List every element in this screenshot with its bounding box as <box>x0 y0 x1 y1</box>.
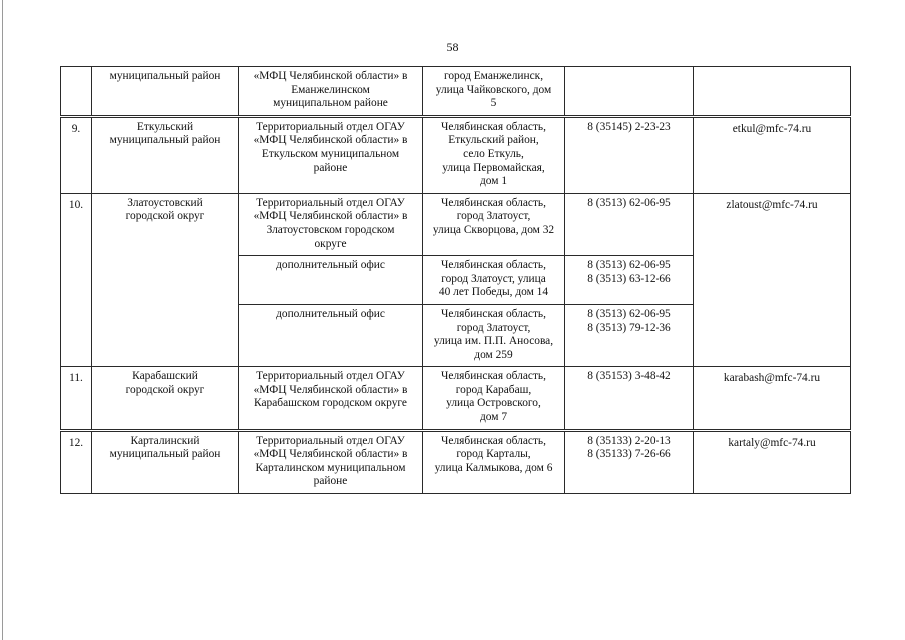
email-address: zlatoust@mfc-74.ru <box>694 193 851 367</box>
district-name <box>92 430 239 493</box>
office-address-line: город Златоуст, <box>456 210 531 223</box>
office-name-line: Еткульском муниципальном <box>261 147 400 160</box>
office-name-line: Территориальный отдел ОГАУ <box>256 196 405 209</box>
office-phones-line: 8 (35133) 2-20-13 <box>587 434 671 447</box>
office-address <box>423 367 565 430</box>
office-phones <box>565 116 694 193</box>
office-name-line: дополнительный офис <box>276 307 385 320</box>
office-name-line: дополнительный офис <box>276 259 385 272</box>
office-name <box>239 116 423 193</box>
office-address <box>423 116 565 193</box>
email-address: karabash@mfc-74.ru <box>694 367 851 430</box>
office-phones-line: 8 (3513) 62-06-95 <box>587 259 671 272</box>
office-address-line: улица Калмыкова, дом 6 <box>434 461 553 474</box>
office-address-line: Челябинская область, <box>441 307 546 320</box>
office-name-line: Территориальный отдел ОГАУ <box>256 120 405 133</box>
office-address-line: дом 1 <box>479 175 508 188</box>
office-name <box>239 193 423 255</box>
table-row <box>61 67 851 117</box>
office-name-line: Территориальный отдел ОГАУ <box>256 370 405 383</box>
office-address <box>423 193 565 255</box>
district-name-line: Еткульский <box>136 120 194 133</box>
office-phones-line: 8 (35145) 2-23-23 <box>587 120 671 133</box>
office-phones-line: 8 (35133) 7-26-66 <box>587 448 671 461</box>
district-name-line: Карталинский <box>130 434 200 447</box>
office-address-line: город Карабаш, <box>455 383 532 396</box>
office-name-line: Еманжелинском <box>291 83 370 96</box>
office-name-line: «МФЦ Челябинской области» в <box>253 448 408 461</box>
district-name-line: Карабашский <box>132 370 198 383</box>
district-name <box>92 116 239 193</box>
office-name <box>239 304 423 366</box>
district-name-line: муниципальный район <box>109 134 221 147</box>
office-phones <box>565 67 694 117</box>
page-number: 58 <box>446 40 459 54</box>
office-address-line: дом 259 <box>474 348 513 361</box>
email-address: kartaly@mfc-74.ru <box>694 430 851 493</box>
office-phones <box>565 304 694 366</box>
table-row <box>61 430 851 493</box>
row-number: 11. <box>61 367 92 430</box>
row-number: 9. <box>61 116 92 193</box>
office-address-line: Челябинская область, <box>441 434 546 447</box>
table-body <box>61 67 851 494</box>
office-address-line: Челябинская область, <box>441 370 546 383</box>
district-name <box>92 367 239 430</box>
office-address-line: 5 <box>490 97 497 110</box>
office-name-line: районе <box>313 161 348 174</box>
district-name-line: муниципальный район <box>109 70 221 82</box>
table-row <box>61 193 851 255</box>
office-address-line: дом 7 <box>479 411 508 424</box>
office-name-line: Златоустовском городском <box>266 223 395 236</box>
office-name-line: муниципальном районе <box>273 97 388 110</box>
mfc-offices-table <box>60 66 851 494</box>
office-phones-line: 8 (35153) 3-48-42 <box>587 370 671 383</box>
office-address-line: город Еманжелинск, <box>443 70 544 82</box>
office-address-line: Челябинская область, <box>441 120 546 133</box>
office-address <box>423 430 565 493</box>
office-address-line: город Златоуст, <box>456 321 531 334</box>
page-left-edge <box>2 0 3 640</box>
office-address-line: Челябинская область, <box>441 196 546 209</box>
office-name-line: Территориальный отдел ОГАУ <box>256 434 405 447</box>
office-name-line: «МФЦ Челябинской области» в <box>253 210 408 223</box>
office-phones <box>565 256 694 305</box>
table-row <box>61 116 851 193</box>
office-phones-line: 8 (3513) 63-12-66 <box>587 272 671 285</box>
email-address <box>694 67 851 117</box>
district-name <box>92 67 239 117</box>
office-address-line: улица Первомайская, <box>442 161 545 174</box>
district-name-line: городской округ <box>125 383 205 396</box>
office-phones-line: 8 (3513) 62-06-95 <box>587 196 671 209</box>
district-name-line: муниципальный район <box>109 448 221 461</box>
office-phones <box>565 367 694 430</box>
office-name-line: «МФЦ Челябинской области» в <box>253 134 408 147</box>
office-address-line: 40 лет Победы, дом 14 <box>438 286 549 299</box>
office-address-line: город Златоуст, улица <box>441 272 546 285</box>
office-name-line: «МФЦ Челябинской области» в <box>253 70 408 82</box>
row-number: 10. <box>61 193 92 367</box>
office-name-line: округе <box>314 237 347 250</box>
office-name <box>239 67 423 117</box>
office-phones <box>565 193 694 255</box>
office-name-line: Карабашском городском округе <box>254 397 407 410</box>
district-name <box>92 193 239 367</box>
office-address-line: село Еткуль, <box>463 147 524 160</box>
office-name <box>239 430 423 493</box>
table-row <box>61 367 851 430</box>
office-phones <box>565 430 694 493</box>
office-address-line: улица Чайковского, дом <box>435 83 552 96</box>
email-address: etkul@mfc-74.ru <box>694 116 851 193</box>
office-address-line: город Карталы, <box>456 448 531 461</box>
office-address-line: Еткульский район, <box>448 134 539 147</box>
office-address <box>423 67 565 117</box>
office-phones-line: 8 (3513) 62-06-95 <box>587 307 671 320</box>
office-name <box>239 256 423 305</box>
office-name-line: Карталинском муниципальном <box>255 461 406 474</box>
office-address-line: Челябинская область, <box>441 259 546 272</box>
office-address <box>423 256 565 305</box>
office-address-line: улица Скворцова, дом 32 <box>432 223 555 236</box>
office-address-line: улица им. П.П. Аносова, <box>433 335 554 348</box>
office-name <box>239 367 423 430</box>
district-name-line: городской округ <box>125 210 205 223</box>
office-address-line: улица Островского, <box>446 397 541 410</box>
office-phones-line: 8 (3513) 79-12-36 <box>587 321 671 334</box>
office-name-line: районе <box>313 475 348 488</box>
row-number: 12. <box>61 430 92 493</box>
office-name-line: «МФЦ Челябинской области» в <box>253 383 408 396</box>
office-address <box>423 304 565 366</box>
row-number <box>61 67 92 117</box>
district-name-line: Златоустовский <box>127 196 203 209</box>
